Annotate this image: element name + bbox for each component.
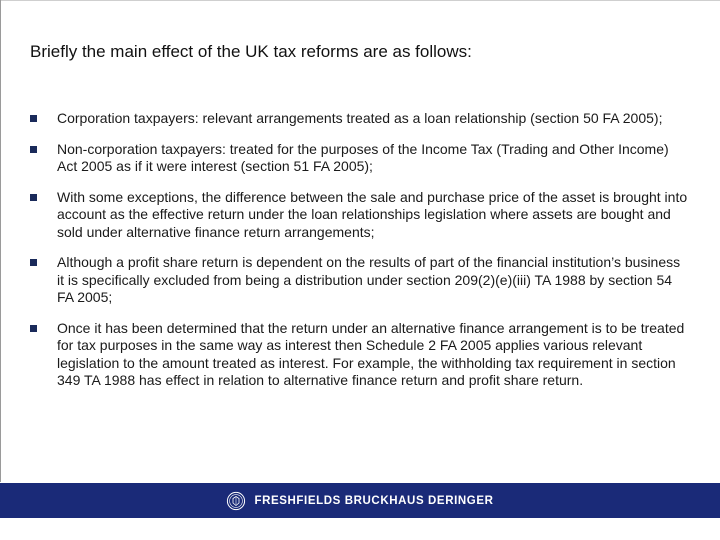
bullet-item [30,320,690,390]
bullet-text: Once it has been determined that the return under an alternative finance arrangement is to be treated for tax purposes in the same way as interest then Schedule 2 FA 2005 applies various relevant legislation to the amount treated as interest. For example, the withholding tax requirement in section 349 TA 1988 has effect in relation to alternative finance return and profit share return. [57,319,685,388]
footer-bar [0,483,720,518]
square-bullet-icon [30,194,37,201]
square-bullet-icon [30,115,37,122]
firm-name: FRESHFIELDS BRUCKHAUS DERINGER [254,494,494,507]
firm-seal-icon [226,491,246,511]
bullet-item [30,141,690,176]
square-bullet-icon [30,259,37,266]
bullet-text: Corporation taxpayers: relevant arrangements treated as a loan relationship (section 50 FA 2005); [57,110,663,126]
square-bullet-icon [30,325,37,332]
bullet-list [30,110,690,403]
left-border [0,0,1,482]
slide-title: Briefly the main effect of the UK tax reforms are as follows: [30,42,472,61]
square-bullet-icon [30,146,37,153]
bullet-item [30,110,690,128]
bullet-item [30,254,690,307]
firm-logo [226,491,493,511]
bullet-text: Although a profit share return is dependent on the results of part of the financial institution’s business it is specifically excluded from being a distribution under section 209(2)(e)(iii) TA 1988 by section 54 FA 2005; [57,254,681,305]
bullet-item [30,189,690,242]
bullet-text: Non-corporation taxpayers: treated for the purposes of the Income Tax (Trading and Other Income) Act 2005 as if it were interest (section 51 FA 2005); [57,140,669,174]
bullet-text: With some exceptions, the difference between the sale and purchase price of the asset is brought into account as the effective return under the loan relationships legislation where assets are bought and sold under alternative finance return arrangements; [57,188,688,240]
top-divider [0,0,720,1]
